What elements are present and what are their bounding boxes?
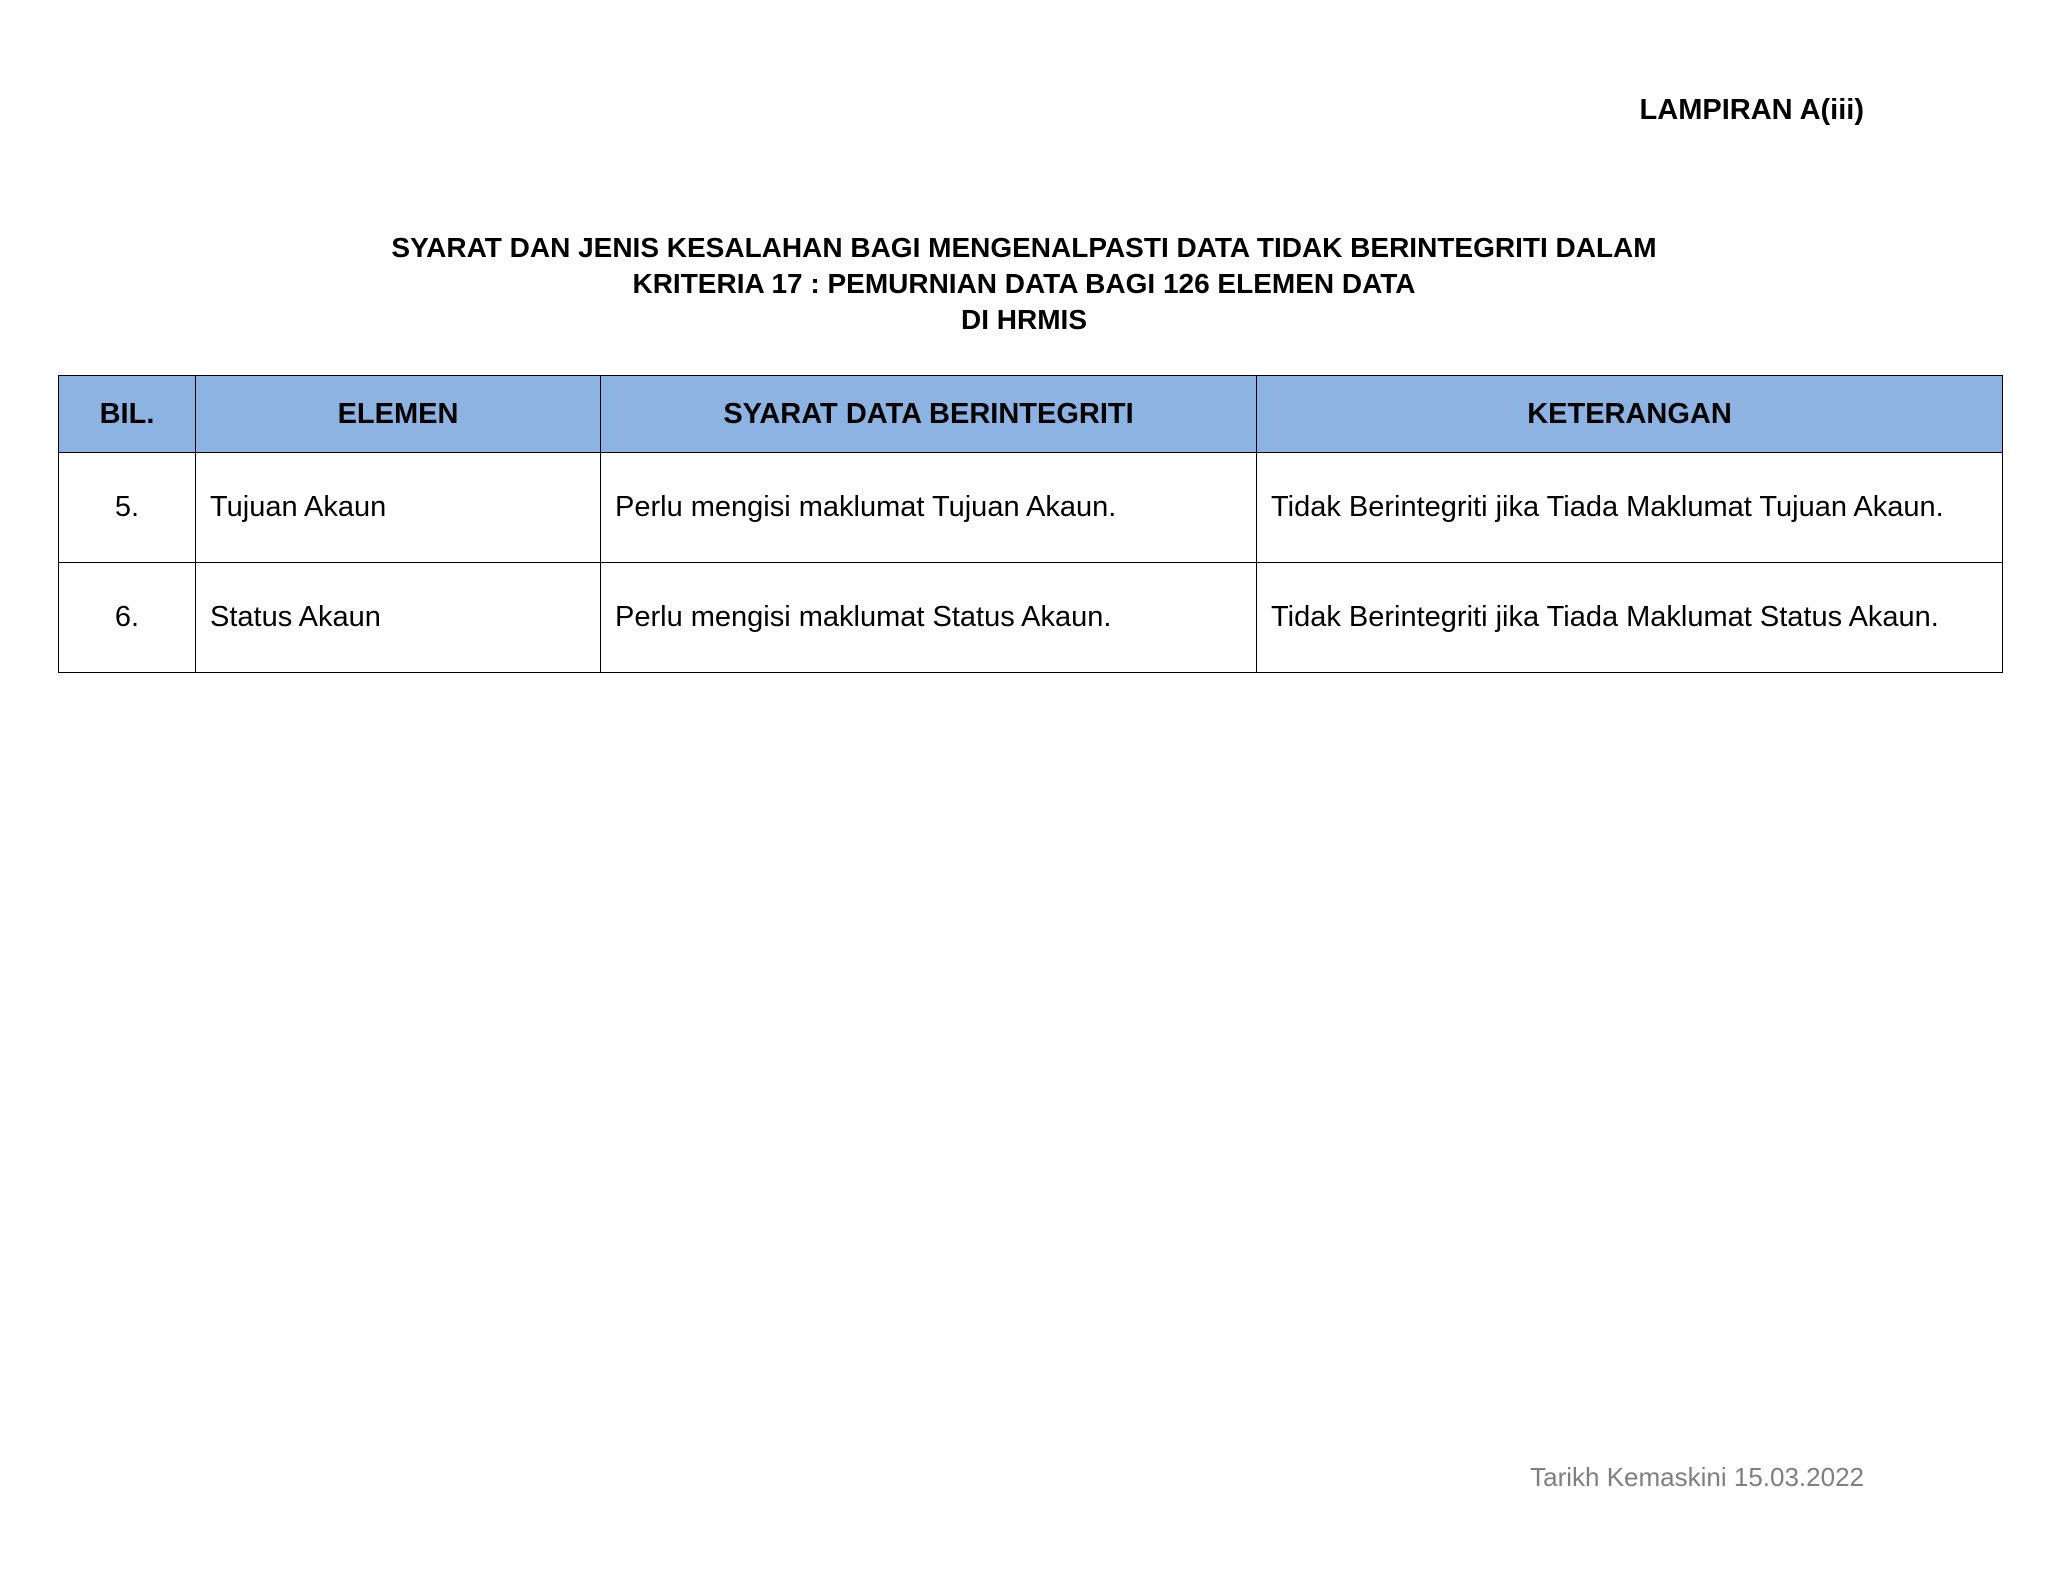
cell-syarat: Perlu mengisi maklumat Tujuan Akaun. (601, 453, 1257, 563)
column-header-elemen: ELEMEN (196, 376, 601, 453)
cell-bil: 5. (59, 453, 196, 563)
table-header-row (59, 376, 2003, 453)
table-row (59, 563, 2003, 673)
criteria-table (58, 375, 2003, 673)
appendix-label: LAMPIRAN A(iii) (1639, 94, 1864, 126)
update-date: Tarikh Kemaskini 15.03.2022 (1530, 1462, 1864, 1492)
table-row (59, 453, 2003, 563)
cell-syarat: Perlu mengisi maklumat Status Akaun. (601, 563, 1257, 673)
cell-elemen: Status Akaun (196, 563, 601, 673)
column-header-keterangan: KETERANGAN (1257, 376, 2003, 453)
cell-keterangan: Tidak Berintegriti jika Tiada Maklumat Tujuan Akaun. (1257, 453, 2003, 563)
column-header-syarat: SYARAT DATA BERINTEGRITI (601, 376, 1257, 453)
document-title (0, 230, 2048, 338)
cell-elemen: Tujuan Akaun (196, 453, 601, 563)
title-line-1: SYARAT DAN JENIS KESALAHAN BAGI MENGENALPASTI DATA TIDAK BERINTEGRITI DALAM (391, 232, 1657, 263)
column-header-bil: BIL. (59, 376, 196, 453)
cell-keterangan: Tidak Berintegriti jika Tiada Maklumat Status Akaun. (1257, 563, 2003, 673)
cell-bil: 6. (59, 563, 196, 673)
title-line-2: KRITERIA 17 : PEMURNIAN DATA BAGI 126 ELEMEN DATA (632, 268, 1416, 299)
title-line-3: DI HRMIS (961, 304, 1087, 335)
